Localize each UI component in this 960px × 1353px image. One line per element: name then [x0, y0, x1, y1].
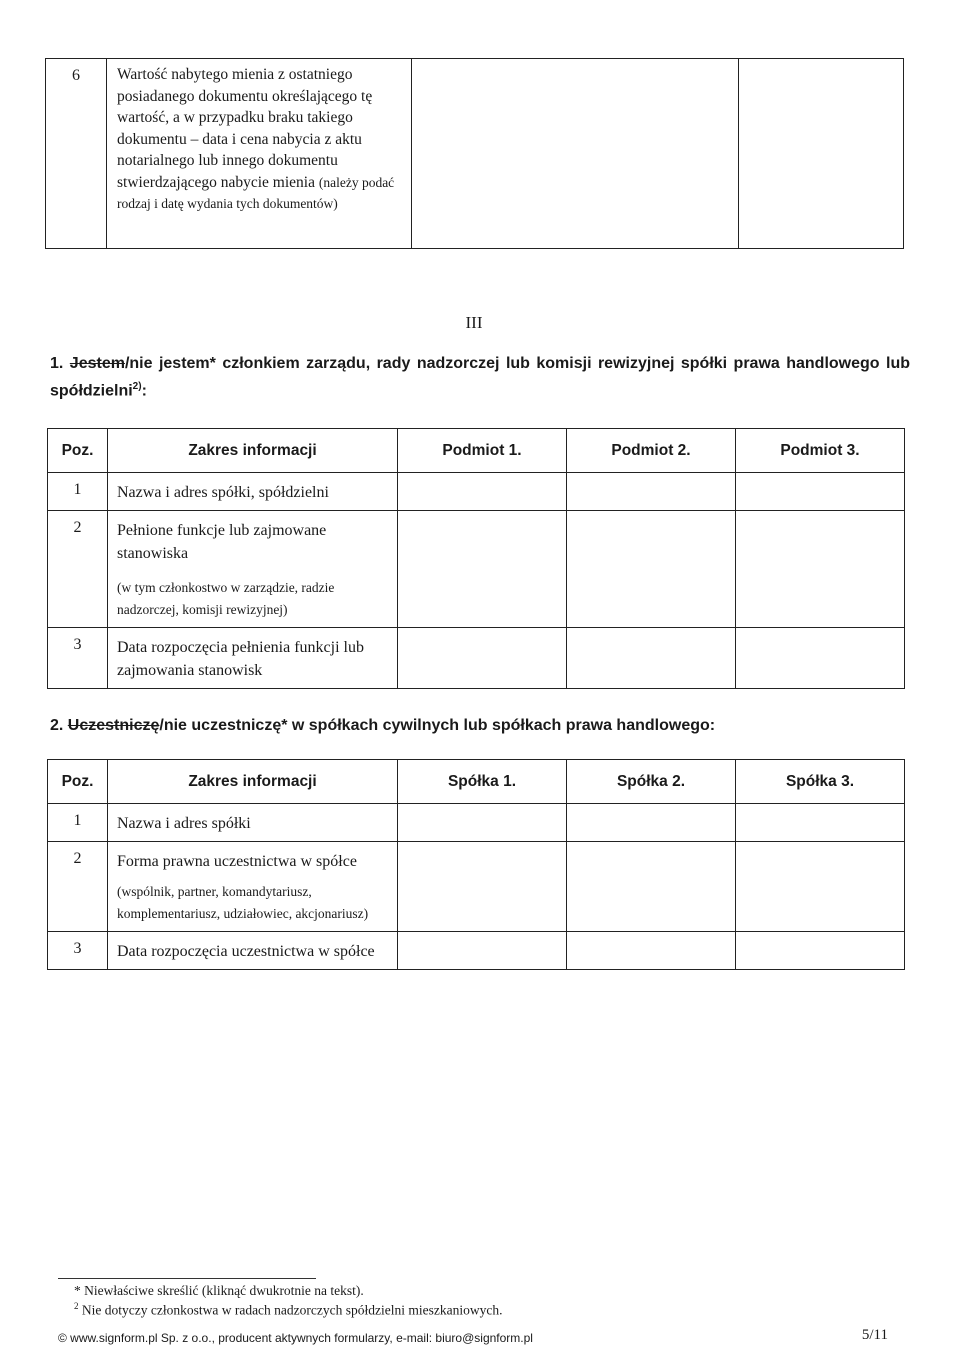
- header-podmiot-1: Podmiot 1.: [398, 429, 567, 473]
- value-cell[interactable]: [398, 473, 567, 511]
- row-number: 1: [48, 473, 108, 511]
- row-number: 2: [48, 511, 108, 628]
- footnote-2-mark: 2: [74, 1301, 79, 1311]
- page-number: 5/11: [861, 1327, 888, 1343]
- value-cell[interactable]: [739, 59, 904, 249]
- row-number: 6: [46, 59, 107, 249]
- header-poz: Poz.: [48, 429, 108, 473]
- table-row: [48, 473, 905, 511]
- header-spolka-3: Spółka 3.: [736, 760, 905, 804]
- value-cell[interactable]: [736, 804, 905, 842]
- row-number: 2: [48, 842, 108, 932]
- row-label: [107, 59, 412, 249]
- row-label-note: (wspólnik, partner, komandytariusz, komplementariusz, udziałowiec, akcjonariusz): [117, 884, 369, 921]
- footnote-divider: [58, 1278, 316, 1279]
- value-cell[interactable]: [736, 511, 905, 628]
- footer-company: © www.signform.pl Sp. z o.o., producent aktywnych formularzy, e-mail: biuro@signform.pl: [58, 1331, 533, 1345]
- table-row: [48, 628, 905, 689]
- footnote-2: [74, 1301, 502, 1319]
- header-spolka-1: Spółka 1.: [398, 760, 567, 804]
- value-cell[interactable]: [398, 932, 567, 970]
- table-row: [48, 804, 905, 842]
- row-label: [108, 842, 398, 932]
- row-label: [108, 511, 398, 628]
- value-cell[interactable]: [736, 473, 905, 511]
- footnote-2-text: Nie dotyczy członkostwa w radach nadzorczych spółdzielni mieszkaniowych.: [81, 1302, 503, 1318]
- header-zakres: Zakres informacji: [108, 760, 398, 804]
- footnote-star: * Niewłaściwe skreślić (kliknąć dwukrotnie na tekst).: [74, 1283, 364, 1298]
- row-label-main: Wartość nabytego mienia z ostatniego posiadanego dokumentu określającego tę wartość, a w przypadku braku takiego dokumentu – data i cena nabycia z aktu notarialnego lub innego dokumentu stwierdzającego nabycie mienia: [117, 66, 373, 191]
- table-row: [48, 511, 905, 628]
- value-cell[interactable]: [567, 842, 736, 932]
- table-row: [46, 59, 904, 249]
- table-row: [48, 842, 905, 932]
- asset-value-table: [45, 58, 904, 249]
- board-membership-table: [47, 428, 905, 689]
- question-1-number: 1.: [50, 355, 64, 372]
- row-number: 1: [48, 804, 108, 842]
- value-cell[interactable]: [567, 804, 736, 842]
- value-cell[interactable]: [567, 628, 736, 689]
- company-participation-table: [47, 759, 905, 970]
- row-label: Nazwa i adres spółki: [108, 804, 398, 842]
- question-1-footnote-mark: 2): [132, 381, 142, 392]
- value-cell[interactable]: [412, 59, 739, 249]
- value-cell[interactable]: [736, 628, 905, 689]
- question-1-colon: :: [141, 382, 147, 400]
- header-poz: Poz.: [48, 760, 108, 804]
- value-cell[interactable]: [736, 842, 905, 932]
- table-row: [48, 932, 905, 970]
- question-2-text[interactable]: /nie uczestniczę* w spółkach cywilnych lub spółkach prawa handlowego:: [159, 717, 716, 734]
- value-cell[interactable]: [567, 932, 736, 970]
- question-1-struck-option[interactable]: Jestem: [69, 355, 125, 372]
- row-label-note: (należy podać rodzaj i datę wydania tych dokumentów): [117, 174, 395, 211]
- row-label-note: (w tym członkostwo w zarządzie, radzie nadzorczej, komisji rewizyjnej): [117, 580, 335, 617]
- value-cell[interactable]: [736, 932, 905, 970]
- question-1-text[interactable]: /nie jestem* członkiem zarządu, rady nadzorczej lub komisji rewizyjnej spółki prawa handlowego lub spółdzielni: [50, 355, 910, 400]
- row-label: Data rozpoczęcia pełnienia funkcji lub zajmowania stanowisk: [108, 628, 398, 689]
- section-title: III: [465, 313, 483, 332]
- value-cell[interactable]: [398, 842, 567, 932]
- row-label: Nazwa i adres spółki, spółdzielni: [108, 473, 398, 511]
- value-cell[interactable]: [567, 511, 736, 628]
- row-label: Data rozpoczęcia uczestnictwa w spółce: [108, 932, 398, 970]
- question-2: [50, 714, 910, 737]
- value-cell[interactable]: [398, 628, 567, 689]
- question-2-struck-option[interactable]: Uczestniczę: [67, 717, 160, 734]
- row-label-main: Pełnione funkcje lub zajmowane stanowiska: [117, 522, 327, 562]
- table-header-row: [48, 760, 905, 804]
- question-1: [50, 352, 910, 402]
- row-label-main: Forma prawna uczestnictwa w spółce: [117, 853, 357, 870]
- row-number: 3: [48, 628, 108, 689]
- table-header-row: [48, 429, 905, 473]
- value-cell[interactable]: [567, 473, 736, 511]
- header-podmiot-3: Podmiot 3.: [736, 429, 905, 473]
- value-cell[interactable]: [398, 804, 567, 842]
- header-spolka-2: Spółka 2.: [567, 760, 736, 804]
- question-2-number: 2.: [50, 717, 64, 734]
- header-zakres: Zakres informacji: [108, 429, 398, 473]
- value-cell[interactable]: [398, 511, 567, 628]
- row-number: 3: [48, 932, 108, 970]
- header-podmiot-2: Podmiot 2.: [567, 429, 736, 473]
